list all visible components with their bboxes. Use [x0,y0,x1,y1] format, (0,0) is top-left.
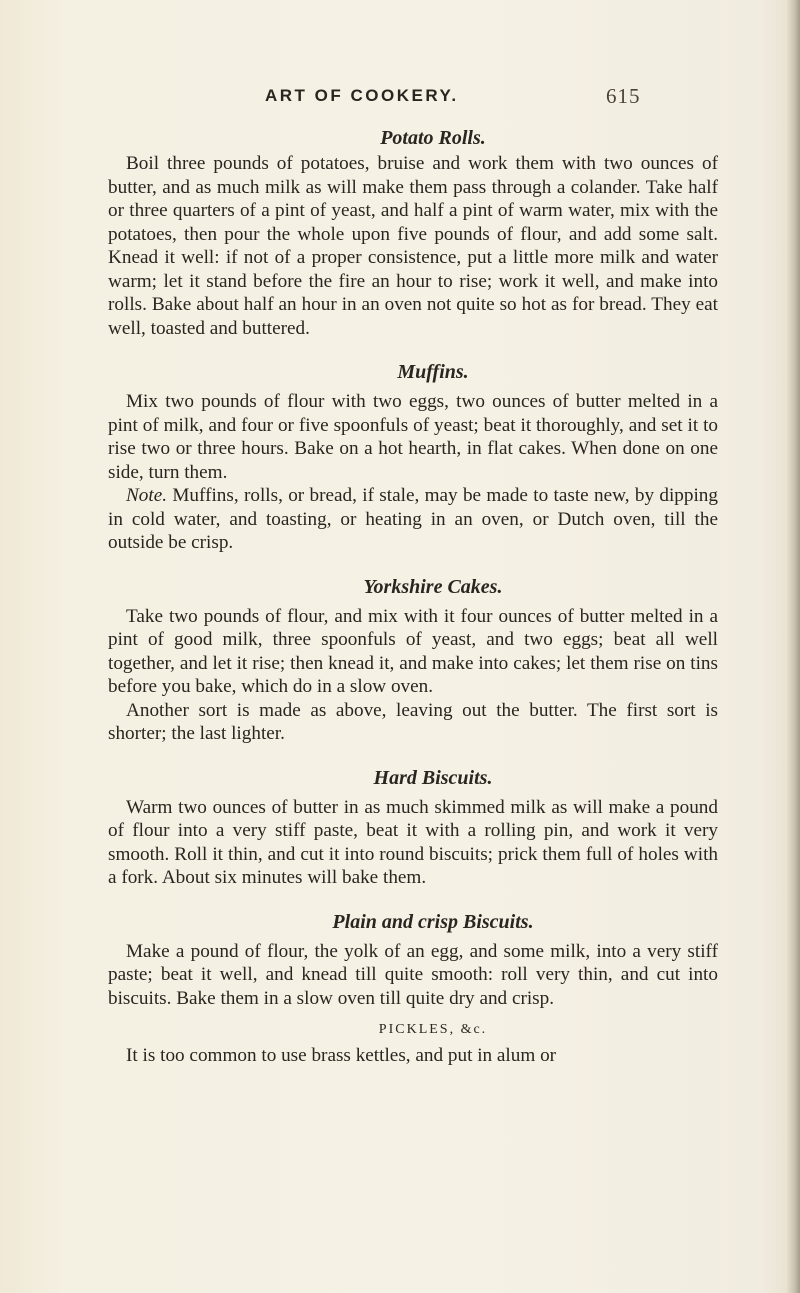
recipe-paragraph: Take two pounds of flour, and mix with it four ounces of butter melted in a pint of good milk, three spoonfuls of yeast, and two eggs; beat all well together, and let it rise; then knead it, and make into cakes; let them rise on tins before you bake, which do in a slow oven. [108,605,718,697]
recipe-title-potato-rolls: Potato Rolls. [380,127,486,149]
section-paragraph: It is too common to use brass kettles, and put in alum or [126,1045,557,1066]
recipe-title-hard-biscuits: Hard Biscuits. [373,766,493,789]
note-text: Muffins, rolls, or bread, if stale, may be made to taste new, by dipping in cold water, and toasting, or heating in an oven, or Dutch oven, till the outside be crisp. [108,485,718,553]
recipe-note [108,484,718,555]
recipe-paragraph: Warm two ounces of butter in as much skimmed milk as will make a pound of flour into a very stiff paste, beat it with a rolling pin, and work it very smooth. Roll it thin, and cut it into round biscuits; prick them full of holes with a fork. About six minutes will bake them. [108,796,718,888]
running-head [0,86,800,116]
note-label: Note. [126,485,168,506]
recipe-title-muffins: Muffins. [397,361,469,383]
page-number: 615 [606,84,641,108]
recipe-paragraph: Make a pound of flour, the yolk of an egg, and some milk, into a very stiff paste; beat it well, and knead till quite smooth: roll very thin, and cut into biscuits. Bake them in a slow oven till quite dry and crisp. [108,940,718,1009]
recipe-paragraph: Mix two pounds of flour with two eggs, two ounces of butter melted in a pint of milk, and four or five spoonfuls of yeast; beat it thoroughly, and set it to rise two or three hours. Bake on a hot hearth, in flat cakes. When done on one side, turn them. [108,391,718,483]
recipe-title-yorkshire-cakes: Yorkshire Cakes. [363,575,503,598]
page-edge-shadow [786,0,800,1293]
recipe-paragraph: Boil three pounds of potatoes, bruise and work them with two ounces of butter, and as much milk as will make them pass through a colander. Take half or three quarters of a pint of yeast, and half a pint of warm water, mix with the potatoes, then pour the whole upon five pounds of flour, and add some salt. Knead it well: if not of a proper consistence, put a little more milk and water warm; let it stand before the fire an hour to rise; work it well, and make into rolls. Bake about half an hour in an oven not quite so hot as for bread. They eat well, toasted and buttered. [108,153,718,339]
recipe-paragraph: Another sort is made as above, leaving out the butter. The first sort is shorter; the last lighter. [108,699,718,744]
page-content [108,124,718,1068]
recipe-title-plain-and-crisp-biscuits: Plain and crisp Biscuits. [332,910,534,933]
section-heading-pickles: PICKLES, &c. [378,1022,488,1037]
running-head-title: ART OF COOKERY. [265,86,459,105]
